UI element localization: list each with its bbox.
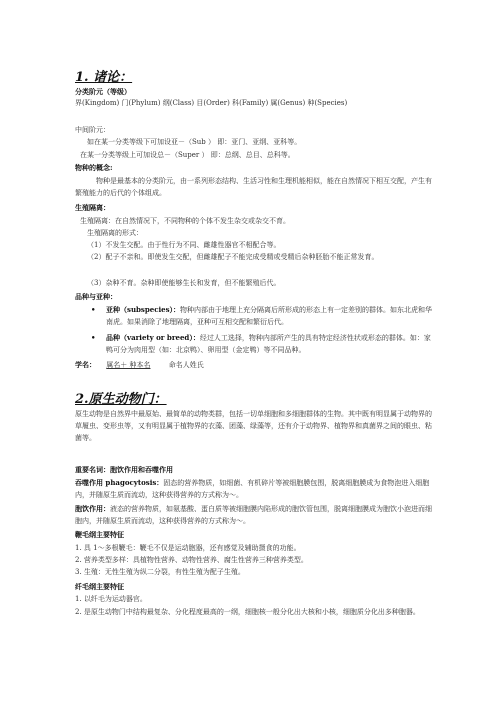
isolation-definition: 生殖隔离：在自然情况下，不同物种的个体不发生杂交或杂交不育。 [80,217,290,225]
sub-rank-line: 如在某一分类等级下可加设亚－（Sub ） 即：亚门、亚纲、亚科等。 [87,138,302,146]
phagocytosis-label: 吞噬作用 phagocytosis： [75,478,164,487]
section1-title: 1. 诸论： [75,70,133,85]
ranks-line: 界(Kingdom) 门(Phylum) 纲(Class) 目(Order) 科(Family) 属(Genus) 种(Species) [75,99,348,107]
sci-name-note: 命名人姓氏 [168,361,204,369]
section2-title: 2.原生动物门： [75,392,167,407]
super-rank-line: 在某一分类等级上可加设总－（Super ） 即：总纲、总目、总科等。 [80,151,295,159]
subspecies-item [106,304,436,328]
pinocytosis-paragraph [75,503,436,527]
isolation-forms-label: 生殖隔离的形式： [87,229,143,237]
pinocytosis-label: 胞饮作用： [75,504,110,513]
flagellata-feature-3: 3. 生殖：无性生殖为纵二分裂，有性生殖为配子生殖。 [75,568,245,576]
sci-name-label: 学名： [75,360,96,369]
phagocytosis-paragraph [75,477,436,501]
pinocytosis-text: 液态的营养物质，如氨基酸、蛋白质等被细胞膜内陷形成的胞饮管包围，脱离细胞膜成为胞饮小泡进而细胞内，并随原生质而流动，这种获得营养的方式称为～。 [75,505,432,525]
variety-text: 经过人工选择，物种内部所产生的具有特定经济性状或形态的群体。如：家鸭可分为肉用型（如：北京鸭）、卵用型（金定鸭）等不同品种。 [106,334,431,354]
species-concept-text: 物种是最基本的分类阶元，由一系列形态结构、生活习性和生理机能相似，能在自然情况下相互交配，产生有繁殖能力的后代的个体组成。 [75,177,432,197]
classification-heading: 分类阶元（等级） [75,87,131,96]
ciliata-feature-1: 1. 以纤毛为运动器官。 [75,595,147,603]
terms-heading: 重要名词：胞饮作用和吞噬作用 [75,465,173,474]
flagellata-feature-1: 1. 具 1～多根鞭毛：鞭毛不仅是运动胞器，还有感觉及辅助摄食的功能。 [75,544,301,552]
bullet-icon: • [91,305,96,314]
ciliata-heading: 纤毛纲主要特征 [75,582,124,591]
sci-name-formula: 属名＋ 种本名 [106,361,151,369]
species-concept-heading: 物种的概念: [75,163,113,172]
isolation-form-3: （3）杂种不育。杂种即使能够生长和发育，但不能繁殖后代。 [87,279,281,287]
scientific-name-line [75,360,436,370]
isolation-heading: 生殖隔离： [75,203,110,212]
subspecies-heading: 品种与亚种： [75,292,117,301]
variety-label: 品种（variety or breed）： [106,333,200,342]
phagocytosis-text: 固态的营养物质，如细菌、有机碎片等被细胞膜包围，脱离细胞膜成为食物泡进入细胞内，并随原生质而流动，这种获得营养的方式称为～。 [75,479,430,499]
subspecies-label: 亚种（subspecies）： [106,305,181,314]
subspecies-text: 物种内部由于地理上充分隔离后所形成的形态上有一定差别的群体。如东北虎和华南虎。如果消除了地理隔离，亚种可互相交配和繁衍后代。 [106,306,433,326]
bullet-icon: • [91,333,96,342]
variety-item [106,332,436,356]
flagellata-heading: 鞭毛纲主要特征 [75,530,124,539]
protozoa-intro: 原生动物是自然界中最原始、最简单的动物类群，包括一切单细胞和多细胞群体的生物。其中既有明显属于动物界的草履虫、变形虫等，又有明显属于植物界的衣藻、团藻、绿藻等，还有介于动物界、植物界和真菌界之间的眼虫、粘菌等。 [75,410,432,442]
flagellata-feature-2: 2. 营养类型多样：具植物性营养、动物性营养、腐生性营养三种营养类型。 [75,556,308,564]
mid-ranks-label: 中间阶元： [75,126,110,134]
isolation-form-2: （2）配子不亲和。即使发生交配，但雌雄配子不能完成受精或受精后杂种胚胎不能正常发育。 [87,253,379,261]
isolation-form-1: （1）不发生交配。由于性行为不同、雌雄性器官不相配合等。 [87,241,281,249]
ciliata-feature-2: 2. 是原生动物门中结构最复杂、分化程度最高的一纲，细胞核一般分化出大核和小核，细胞质分化出多种胞器。 [75,608,420,616]
